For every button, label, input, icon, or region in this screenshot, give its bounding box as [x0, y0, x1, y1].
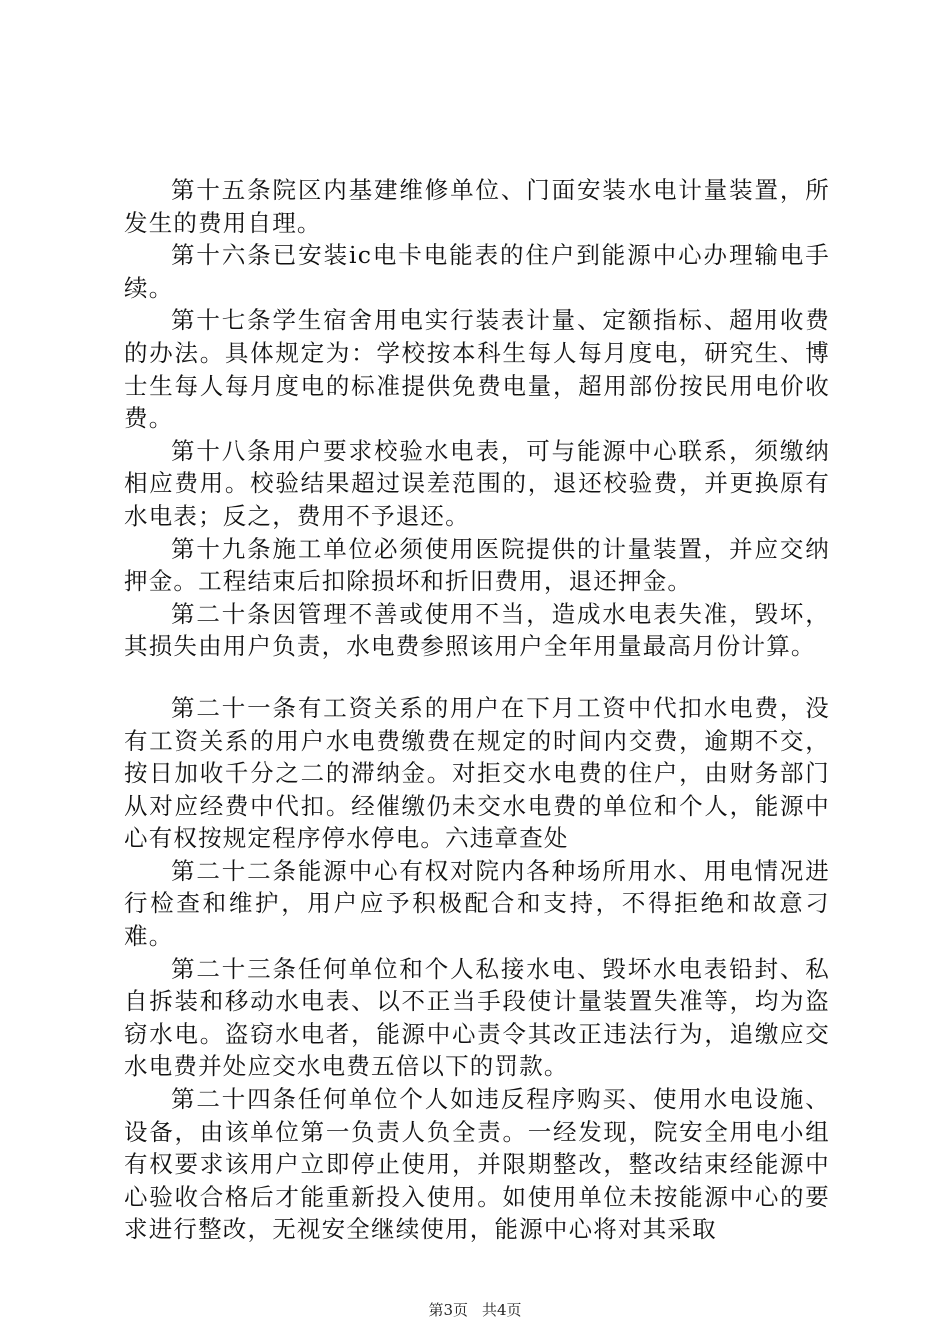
- paragraph-article-23: 第二十三条任何单位和个人私接水电、毁坏水电表铅封、私自拆装和移动水电表、以不正当手段使计量装置失准等，均为盗窃水电。盗窃水电者，能源中心责令其改正违法行为，追缴应交水电费并处应交水电费五倍以下的罚款。: [124, 954, 830, 1081]
- document-body: [124, 174, 830, 1246]
- paragraph-article-21: 第二十一条有工资关系的用户在下月工资中代扣水电费，没有工资关系的用户水电费缴费在规定的时间内交费，逾期不交，按日加收千分之二的滞纳金。对拒交水电费的住户，由财务部门从对应经费中代扣。经催缴仍未交水电费的单位和个人，能源中心有权按规定程序停水停电。六违章查处: [124, 693, 830, 853]
- paragraph-article-15: 第十五条院区内基建维修单位、门面安装水电计量装置，所发生的费用自理。: [124, 176, 830, 237]
- paragraph-article-22: 第二十二条能源中心有权对院内各种场所用水、用电情况进行检查和维护，用户应予积极配合和支持，不得拒绝和故意刁难。: [124, 856, 830, 951]
- paragraph-article-24: 第二十四条任何单位个人如违反程序购买、使用水电设施、设备，由该单位第一负责人负全责。一经发现，院安全用电小组有权要求该用户立即停止使用，并限期整改，整改结束经能源中心验收合格后才能重新投入使用。如使用单位未按能源中心的要求进行整改，无视安全继续使用，能源中心将对其采取: [124, 1085, 830, 1244]
- paragraph-article-19: 第十九条施工单位必须使用医院提供的计量装置，并应交纳押金。工程结束后扣除损坏和折旧费用，退还押金。: [124, 534, 830, 596]
- page-footer: [0, 1300, 950, 1320]
- page-total: 共4页: [482, 1301, 522, 1319]
- paragraph-article-20: 第二十条因管理不善或使用不当，造成水电表失准，毁坏，其损失由用户负责，水电费参照该用户全年用量最高月份计算。: [124, 599, 830, 661]
- page-number: 第3页: [428, 1301, 468, 1319]
- paragraph-article-16: 第十六条已安装ic电卡电能表的住户到能源中心办理输电手续。: [124, 241, 830, 302]
- paragraph-article-17: 第十七条学生宿舍用电实行装表计量、定额指标、超用收费的办法。具体规定为：学校按本科生每人每月度电，研究生、博士生每人每月度电的标准提供免费电量，超用部份按民用电价收费。: [124, 306, 830, 433]
- paragraph-article-18: 第十八条用户要求校验水电表，可与能源中心联系，须缴纳相应费用。校验结果超过误差范围的，退还校验费，并更换原有水电表；反之，费用不予退还。: [124, 436, 830, 530]
